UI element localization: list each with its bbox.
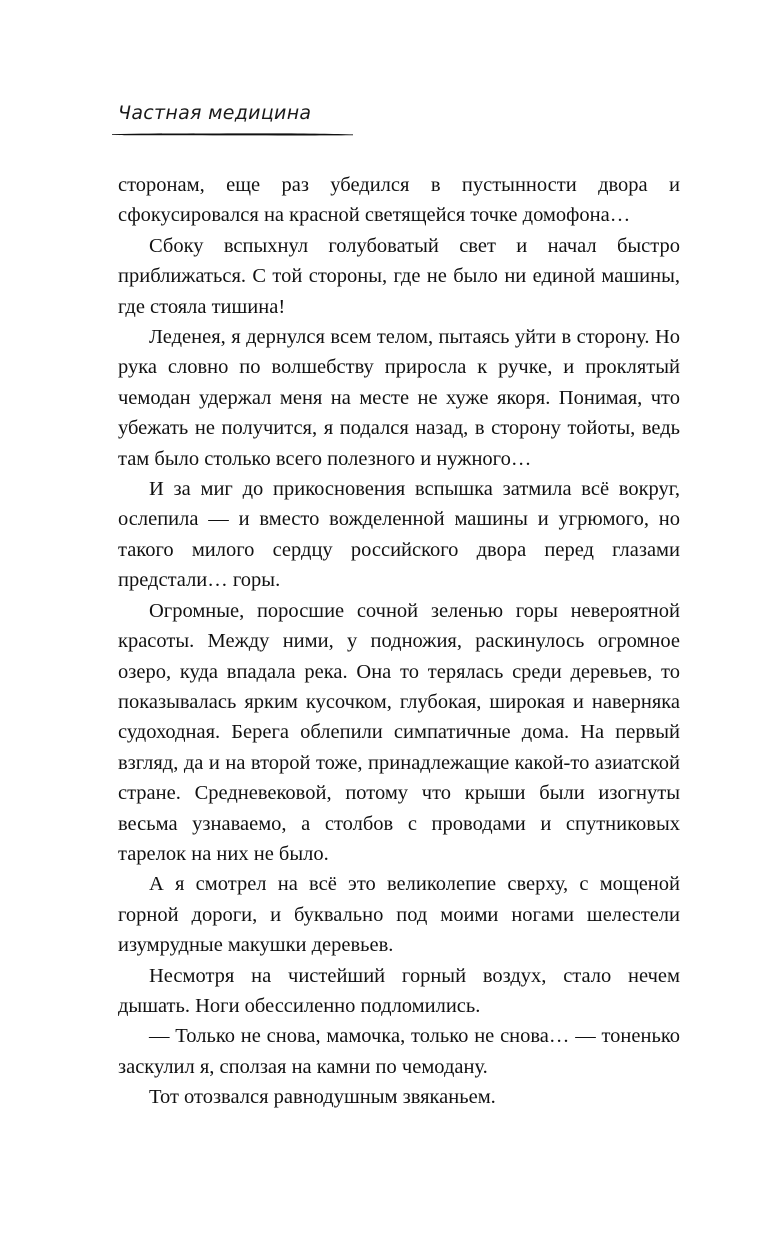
- paragraph: — Только не снова, мамочка, только не снова… — тоненько заскулил я, сползая на камни по чемодану.: [118, 1025, 680, 1078]
- paragraph: Леденея, я дернулся всем телом, пытаясь уйти в сторону. Но рука словно по волшебству приросла к ручке, и проклятый чемодан удержал меня на месте не хуже якоря. Понимая, что убежать не получится, я подался назад, в сторону тойоты, ведь там было столько всего полезного и нужного…: [118, 326, 680, 470]
- paragraph: Огромные, поросшие сочной зеленью горы невероятной красоты. Между ними, у подножия, раскинулось огромное озеро, куда впадала река. Она то терялась среди деревьев, то показывалась ярким кусочком, глубокая, широкая и наверняка судоходная. Берега облепили симпатичные дома. На первый взгляд, да и на второй тоже, принадлежащие какой-то азиатской стране. Средневековой, потому что крыши были изогнуты весьма узнаваемо, а столбов с проводами и спутниковых тарелок на них не было.: [118, 599, 680, 865]
- brush-stroke-divider: [112, 132, 353, 136]
- body-text: [118, 170, 680, 1113]
- paragraph: А я смотрел на всё это великолепие сверху, с мощеной горной дороги, и буквально под моими ногами шелестели изумрудные макушки деревьев.: [118, 873, 680, 957]
- paragraph: Тот отозвался равнодушным звяканьем.: [149, 1086, 496, 1109]
- paragraph: Несмотря на чистейший горный воздух, стало нечем дышать. Ноги обессиленно подломились.: [118, 964, 680, 1017]
- paragraph: И за миг до прикосновения вспышка затмила всё вокруг, ослепила — и вместо вожделенной машины и угрюмого, но такого милого сердцу российского двора перед глазами предстали… горы.: [118, 478, 680, 592]
- running-head-title: Частная медицина: [118, 102, 312, 124]
- paragraph: Сбоку вспыхнул голубоватый свет и начал быстро приближаться. С той стороны, где не было ни единой машины, где стояла тишина!: [118, 234, 680, 318]
- paragraph: сторонам, еще раз убедился в пустынности двора и сфокусировался на красной светящейся точке домофона…: [118, 174, 680, 227]
